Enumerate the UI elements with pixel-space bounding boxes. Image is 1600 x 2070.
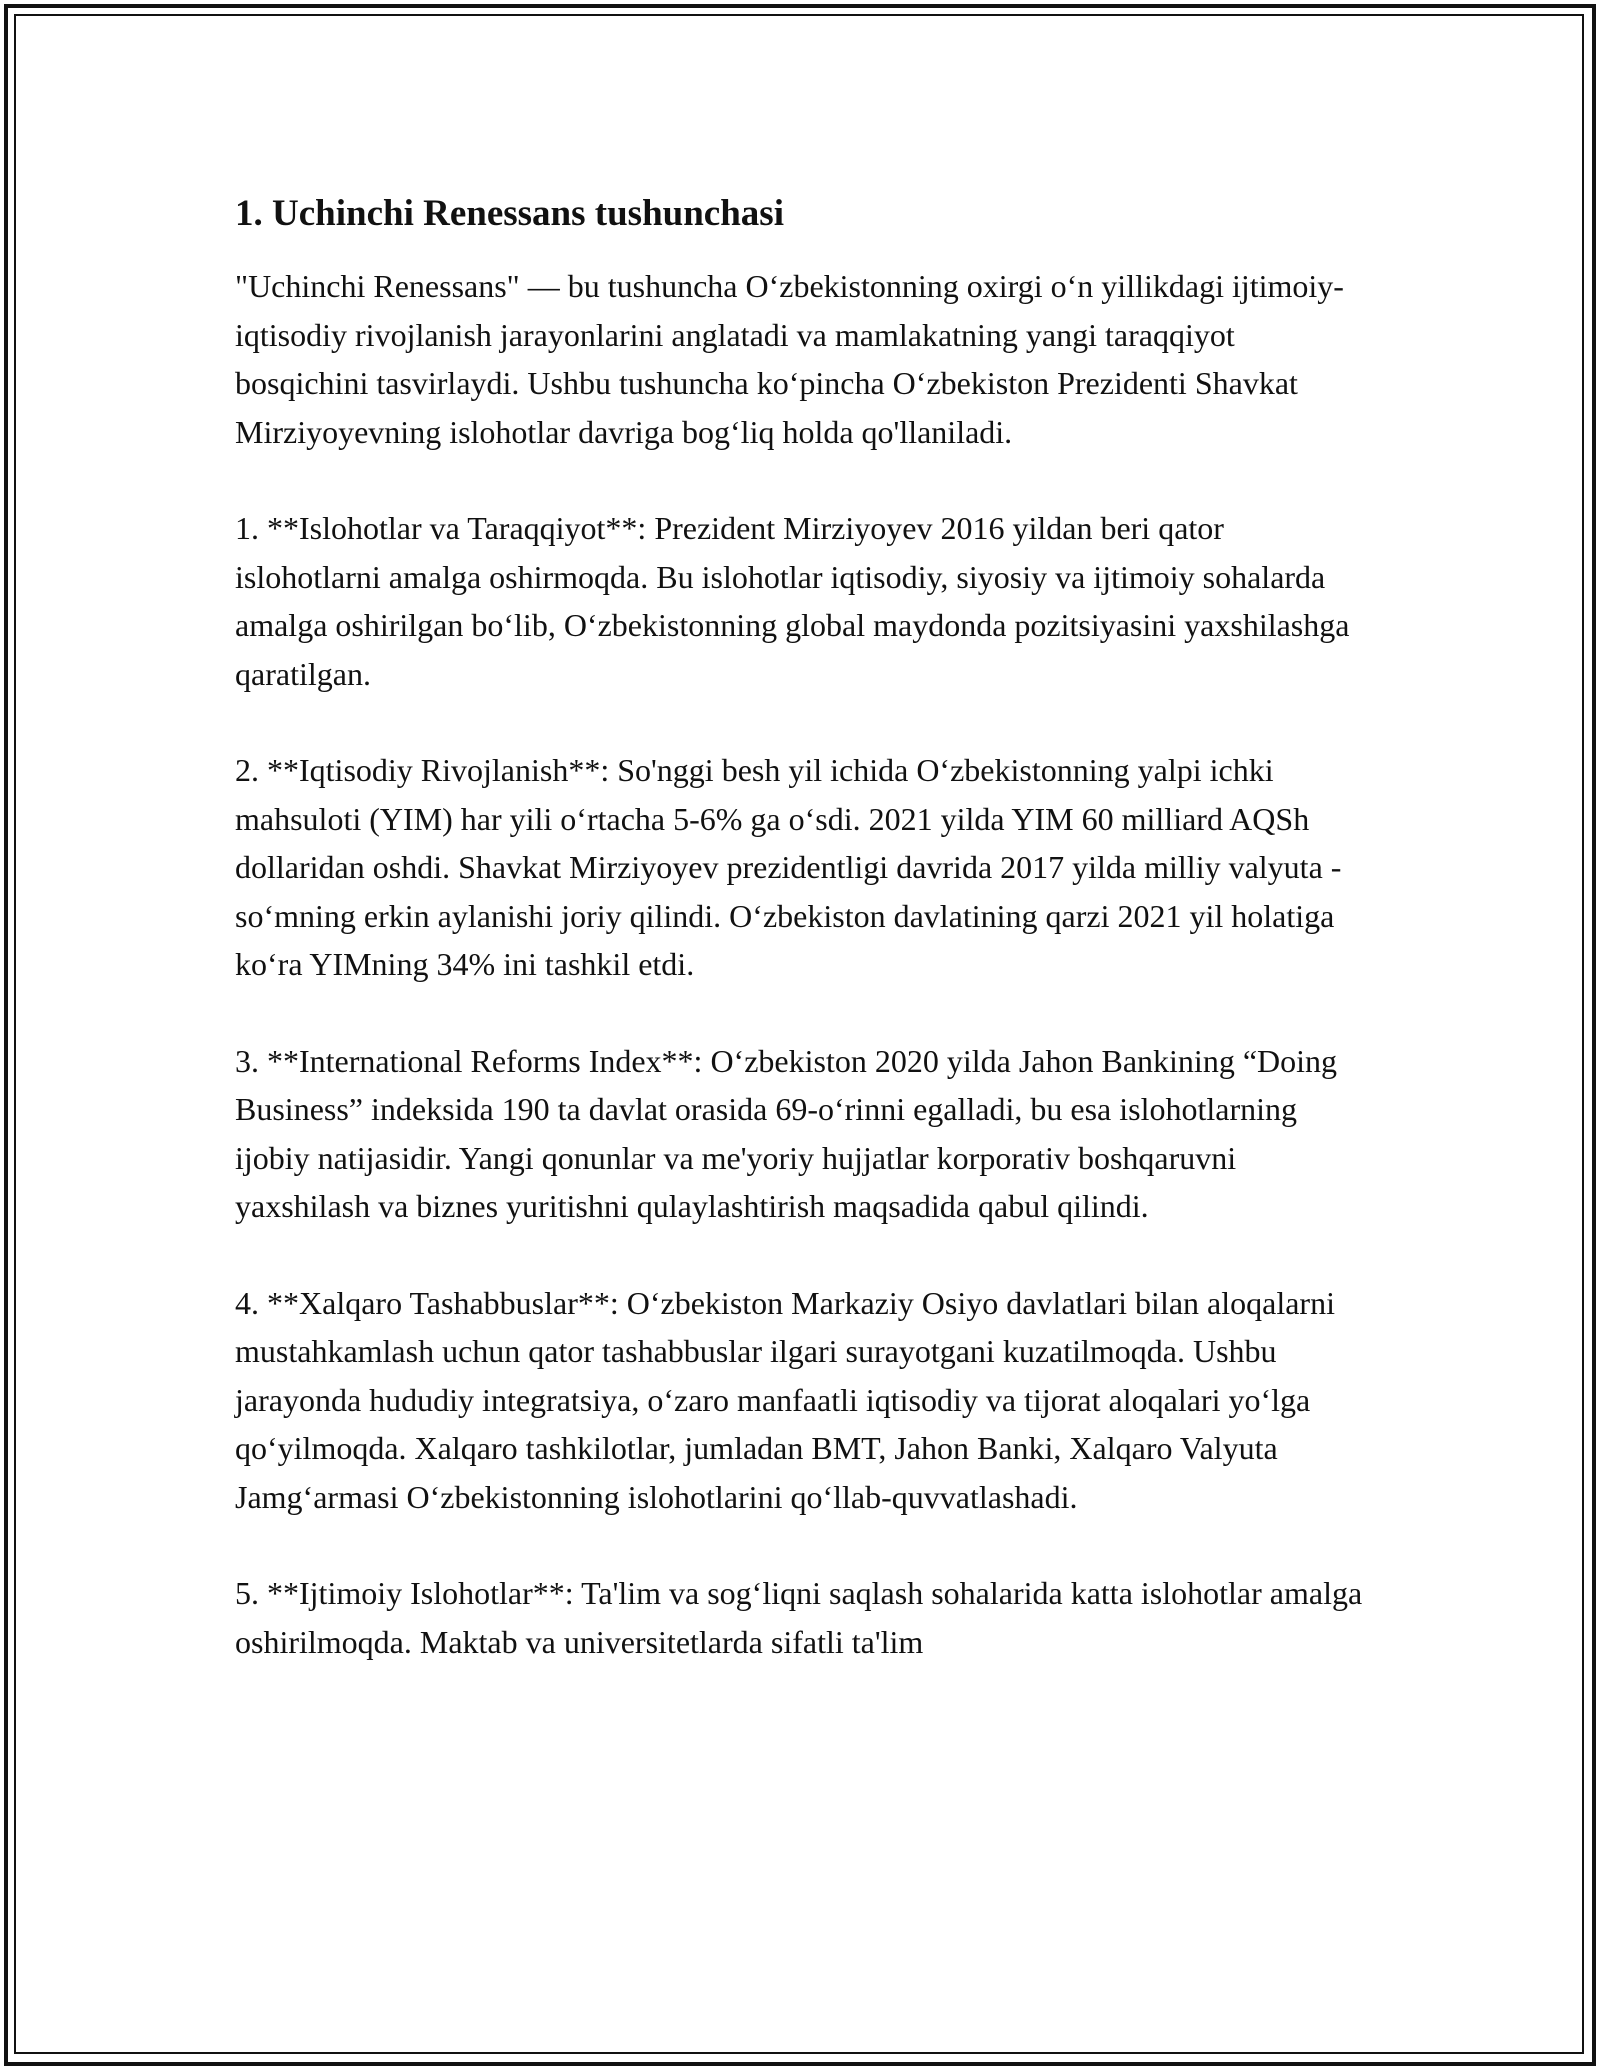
document-body [235,184,1365,1666]
section-heading: 1. Uchinchi Renessans tushunchasi [235,193,784,234]
paragraph-social: 5. **Ijtimoiy Islohotlar**: Ta'lim va sog‘liqni saqlash sohalarida katta islohotlar amalga oshirilmoqda. Maktab va universitetlarda sifatli ta'lim [235,1575,1363,1660]
intro-paragraph: "Uchinchi Renessans" — bu tushuncha O‘zbekistonning oxirgi o‘n yillikdagi ijtimoiy-iqtisodiy rivojlanish jarayonlarini anglatadi va mamlakatning yangi taraqqiyot bosqichini tasvirlaydi. Ushbu tushuncha ko‘pincha O‘zbekiston Prezidenti Shavkat Mirziyoyevning islohotlar davriga bog‘liq holda qo'llaniladi. [235,268,1344,450]
paragraph-reforms: 1. **Islohotlar va Taraqqiyot**: Prezident Mirziyoyev 2016 yildan beri qator islohotlarni amalga oshirmoqda. Bu islohotlar iqtisodiy, siyosiy va ijtimoiy sohalarda amalga oshirilgan bo‘lib, O‘zbekistonning global maydonda pozitsiyasini yaxshilashga qaratilgan. [235,510,1350,692]
paragraph-international: 4. **Xalqaro Tashabbuslar**: O‘zbekiston Markaziy Osiyo davlatlari bilan aloqalarni mustahkamlash uchun qator tashabbuslar ilgari surayotgani kuzatilmoqda. Ushbu jarayonda hududiy integratsiya, o‘zaro manfaatli iqtisodiy va tijorat aloqalari yo‘lga qo‘yilmoqda. Xalqaro tashkilotlar, jumladan BMT, Jahon Banki, Xalqaro Valyuta Jamg‘armasi O‘zbekistonning islohotlarini qo‘llab-quvvatlashadi. [235,1284,1335,1515]
paragraph-economy: 2. **Iqtisodiy Rivojlanish**: So'nggi besh yil ichida O‘zbekistonning yalpi ichki mahsuloti (YIM) har yili o‘rtacha 5-6% ga o‘sdi. 2021 yilda YIM 60 milliard AQSh dollaridan oshdi. Shavkat Mirziyoyev prezidentligi davrida 2017 yilda milliy valyuta - so‘mning erkin aylanishi joriy qilindi. O‘zbekiston davlatining qarzi 2021 yil holatiga ko‘ra YIMning 34% ini tashkil etdi. [235,752,1342,982]
paragraph-reforms-index: 3. **International Reforms Index**: O‘zbekiston 2020 yilda Jahon Bankining “Doing Business” indeksida 190 ta davlat orasida 69-o‘rinni egalladi, bu esa islohotlarning ijobiy natijasidir. Yangi qonunlar va me'yoriy hujjatlar korporativ boshqaruvni yaxshilash va biznes yuritishni qulaylashtirish maqsadida qabul qilindi. [235,1042,1338,1224]
